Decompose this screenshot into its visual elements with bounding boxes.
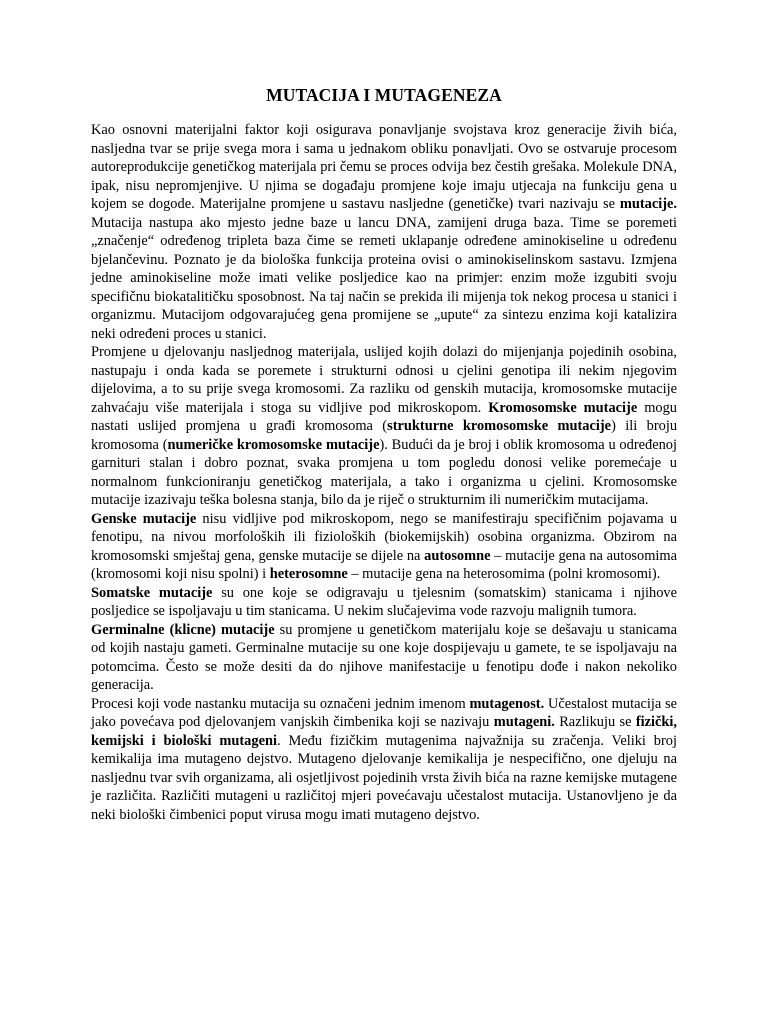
bold-term: Genske mutacije (91, 510, 197, 527)
paragraph (91, 343, 677, 510)
text-run: . Među fizičkim mutagenima najvažnija su zračenja. Veliki broj kemikalija ima mutageno dejstvo. Mutageno djelovanje kemikalija je nespecifično, one djeluju na nasljednu tvar svih organizama, ali osjetljivost pojedinih vrsta živih bića na razne kemijske mutagene je različita. Različiti mutageni u različitoj mjeri povećavaju učestalost mutacija. Ustanovljeno je da neki biološki čimbenici poput virusa mogu imati mutageno dejstvo. (91, 732, 677, 823)
bold-term: mutageni. (493, 714, 555, 730)
document-body (91, 121, 677, 824)
paragraph (91, 510, 677, 584)
text-run: – mutacije gena na autosomima (kromosomi koji nisu spolni) i (91, 547, 677, 582)
text-run: ). Budući da je broj i oblik kromosoma u određenoj garnituri stalan i dobro poznat, svaka promjena u tom pogledu donosi velike poremećaje u normalnom funkcioniranju genetičkog materijala, a tako i organizma u cjelini. Kromosomske mutacije izazivaju teška bolesna stanja, bilo da je riječ o strukturnim ili numeričkim mutacijama. (91, 436, 677, 508)
paragraph (91, 121, 677, 343)
text-run: Promjene u djelovanju nasljednog materijala, uslijed kojih dolazi do mijenjanja pojedinih osobina, nastupaju i onda kada se poremete i strukturni odnosi u cjelini genotipa ili nekim njegovim dijelovima, a to su prije svega kromosomi. Za razliku od genskih mutacija, kromosomske mutacije zahvaćaju više materijala i stoga su vidljive pod mikroskopom. (91, 344, 677, 416)
bold-term: autosomne (424, 547, 491, 564)
bold-term: numeričke kromosomske mutacije (167, 436, 380, 453)
text-run: Kao osnovni materijalni faktor koji osigurava ponavljanje svojstava kroz generacije živih bića, nasljedna tvar se prije svega mora i sama u jednakom obliku ponavljati. Ovo se ostvaruje procesom autoreprodukcije genetičkog materijala pri čemu se proces odvija bez čestih grešaka. Molekule DNA, ipak, nisu nepromjenjive. U njima se događaju promjene koje imaju utjecaja na funkciju gena u kojem se dogode. Materijalne promjene u sastavu nasljedne (genetičke) tvari nazivaju se (91, 122, 677, 212)
text-run: ) ili broju kromosoma ( (91, 418, 678, 453)
text-run: su one koje se odigravaju u tjelesnim (somatskim) stanicama i njihove posljedice se ispoljavaju u tim stanicama. U nekim slučajevima vode razvoju malignih tumora. (91, 584, 678, 619)
text-run: Razlikuju se (554, 714, 636, 730)
bold-term: Kromosomske mutacije (488, 399, 638, 416)
bold-term: fizički, kemijski i biološki mutageni (91, 714, 678, 749)
text-run: – mutacije gena na heterosomima (polni kromosomi). (347, 566, 661, 582)
document-title: MUTACIJA I MUTAGENEZA (266, 85, 502, 105)
bold-term: strukturne kromosomske mutacije (387, 418, 612, 434)
paragraph (91, 584, 677, 621)
text-run: Mutacija nastupa ako mjesto jedne baze u lancu DNA, zamijeni druga baza. Time se poremeti „značenje“ određenog tripleta baza čime se remeti uklapanje određene aminokiseline u određenu bjelančevinu. Poznato je da biološka funkcija proteina ovisi o aminokiselinskom sastavu. Izmjena jedne aminokiseline može imati velike posljedice kao na primjer: enzim može izgubiti svoju specifičnu biokatalitičku sposobnost. Na taj način se prekida ili mijenja tok nekog procesa u stanici i organizmu. Mutacijom odgovarajućeg gena promijene se „upute“ za sintezu enzima koji katalizira neki određeni proces u stanici. (91, 214, 677, 342)
text-run: Učestalost mutacija se jako povećava pod djelovanjem vanjskih čimbenika koji se nazivaju (91, 695, 677, 730)
bold-term: mutacije. (619, 196, 677, 212)
bold-term: mutagenost. (469, 695, 545, 712)
paragraph (91, 621, 677, 695)
text-run: Procesi koji vode nastanku mutacija su označeni jednim imenom (91, 695, 470, 712)
text-run: mogu nastati uslijed promjena u građi kromosoma ( (91, 399, 677, 434)
paragraph (91, 695, 677, 825)
text-run: su promjene u genetičkom materijalu koje se dešavaju u stanicama od kojih nastaju gameti. Germinalne mutacije su one koje dospijevaju u gamete, te se ispoljavaju na potomcima. Često se može desiti da do njihove manifestacije u fenotipu dođe i nakon nekoliko generacija. (91, 621, 677, 693)
bold-term: heterosomne (269, 566, 348, 582)
bold-term: Somatske mutacije (91, 584, 213, 601)
text-run: nisu vidljive pod mikroskopom, nego se manifestiraju specifičnim pojavama u fenotipu, na nivou morfoloških ili fizioloških (biokemijskih) osobina organizma. Obzirom na kromosomski smještaj gena, genske mutacije se dijele na (91, 510, 678, 564)
bold-term: Germinalne (klicne) mutacije (91, 621, 275, 638)
